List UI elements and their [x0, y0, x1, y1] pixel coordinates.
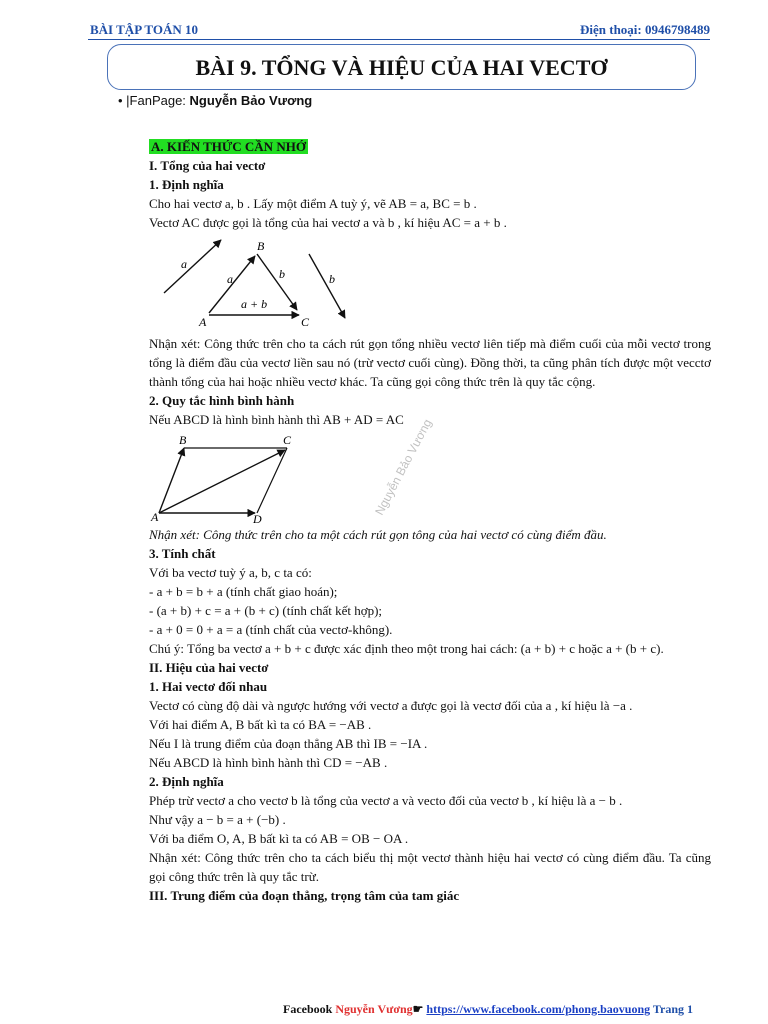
footer-author: Nguyễn Vương: [335, 1002, 413, 1016]
fanpage-line: [118, 93, 312, 108]
paragraph-4: Với ba vectơ tuỳ ý a, b, c ta có:: [149, 565, 312, 580]
facebook-link[interactable]: https://www.facebook.com/phong.baovuong: [426, 1002, 651, 1016]
label-sum: a + b: [241, 297, 268, 311]
watermark: Nguyễn Bảo Vương: [372, 416, 435, 518]
point-a: A: [199, 315, 207, 328]
paragraph-11: Nếu I là trung điểm của đoạn thẳng AB thì IB = −IA .: [149, 736, 428, 751]
paragraph-3: Nếu ABCD là hình bình hành thì AB + AD = AC: [149, 412, 404, 427]
paragraph-9: Vectơ có cùng độ dài và ngược hướng với vectơ a được gọi là vectơ đối của a , kí hiệu là −a .: [149, 698, 633, 713]
paragraph-12: Nếu ABCD là hình bình hành thì CD = −AB .: [149, 755, 388, 770]
label-b-free: b: [329, 272, 335, 286]
paragraph-13: Phép trừ vectơ a cho vectơ b là tổng của vectơ a và vecto đối của vectơ b , kí hiệu là a − b .: [149, 793, 623, 808]
property-associative: - (a + b) + c = a + (b + c) (tính chất kết hợp);: [149, 603, 383, 618]
remark-2: Nhận xét: Công thức trên cho ta một cách rút gọn tông của hai vectơ có cùng điểm đầu.: [149, 527, 607, 542]
vector-a-free: [164, 240, 221, 293]
footer-label: Facebook: [283, 1002, 336, 1016]
bullet-icon: •: [118, 93, 127, 108]
paragraph-2: Vectơ AC được gọi là tổng của hai vectơ a và b , kí hiệu AC = a + b .: [149, 215, 507, 230]
vector-ac2: [159, 450, 285, 513]
label-a-free: a: [181, 257, 187, 271]
document-body: [149, 137, 711, 905]
paragraph-15: Với ba điểm O, A, B bất kì ta có AB = OB − OA .: [149, 831, 409, 846]
point-c2: C: [283, 433, 292, 447]
heading-definition-2: 2. Định nghĩa: [149, 774, 224, 789]
page-title: BÀI 9. TỔNG VÀ HIỆU CỦA HAI VECTƠ: [195, 55, 608, 80]
title-box: [107, 44, 696, 90]
fanpage-name: Nguyễn Bảo Vương: [189, 93, 313, 108]
fanpage-label: |FanPage:: [126, 93, 190, 108]
heading-midpoint: III. Trung điểm của đoạn thẳng, trọng tâm của tam giác: [149, 888, 460, 903]
paragraph-14: Như vậy a − b = a + (−b) .: [149, 812, 286, 827]
vector-b-free: [309, 254, 345, 318]
header-divider: [88, 39, 710, 40]
side-cd: [257, 448, 287, 513]
heading-parallelogram: 2. Quy tắc hình bình hành: [149, 393, 295, 408]
header-subject: BÀI TẬP TOÁN 10: [90, 22, 199, 37]
header-phone: Điện thoại: 0946798489: [580, 22, 710, 37]
heading-difference: II. Hiệu của hai vectơ: [149, 660, 269, 675]
point-d2: D: [253, 512, 262, 523]
property-commutative: - a + b = b + a (tính chất giao hoán);: [149, 584, 338, 599]
paragraph-1: Cho hai vectơ a, b . Lấy một điểm A tuỳ ý, vẽ AB = a, BC = b .: [149, 196, 477, 211]
note-1: Chú ý: Tổng ba vectơ a + b + c được xác định theo một trong hai cách: (a + b) + c hoặc a + (b + c).: [149, 641, 664, 656]
point-c: C: [301, 315, 310, 328]
label-a: a: [227, 272, 233, 286]
footer: [283, 1002, 693, 1017]
label-b: b: [279, 267, 285, 281]
point-b2: B: [179, 433, 187, 447]
point-b: B: [257, 239, 265, 253]
paragraph-10: Với hai điểm A, B bất kì ta có BA = −AB .: [149, 717, 372, 732]
heading-properties: 3. Tính chất: [149, 546, 216, 561]
parallelogram-figure: [149, 433, 309, 523]
heading-sum: I. Tổng của hai vectơ: [149, 158, 266, 173]
remark-3: Nhận xét: Công thức trên cho ta cách biểu thị một vectơ thành hiệu hai vectơ có cùng điểm đầu. Ta cũng gọi công thức trên là quy tắc trừ.: [149, 850, 711, 884]
heading-opposite: 1. Hai vectơ đối nhau: [149, 679, 268, 694]
point-a2: A: [151, 510, 159, 523]
pointing-hand-icon: ☛: [412, 1002, 424, 1016]
remark-1: Nhận xét: Công thức trên cho ta cách rút gọn tổng nhiều vectơ liên tiếp mà điểm cuối của mỗi vectơ trong tổng là điểm đầu của vectơ liền sau nó (trừ vectơ cuối cùng). Đồng thời, ta cũng phân tích được một vecctơ thành tổng của hai hoặc nhiều vectơ khác. Ta cũng gọi công thức trên là quy tắc cộng.: [149, 336, 711, 389]
triangle-rule-figure: [159, 238, 359, 328]
heading-definition-1: 1. Định nghĩa: [149, 177, 224, 192]
property-zero: - a + 0 = 0 + a = a (tính chất của vectơ-không).: [149, 622, 393, 637]
page-number: Trang 1: [650, 1002, 694, 1016]
vector-ab2: [159, 448, 184, 513]
section-a-heading: A. KIẾN THỨC CẦN NHỚ: [151, 139, 306, 154]
